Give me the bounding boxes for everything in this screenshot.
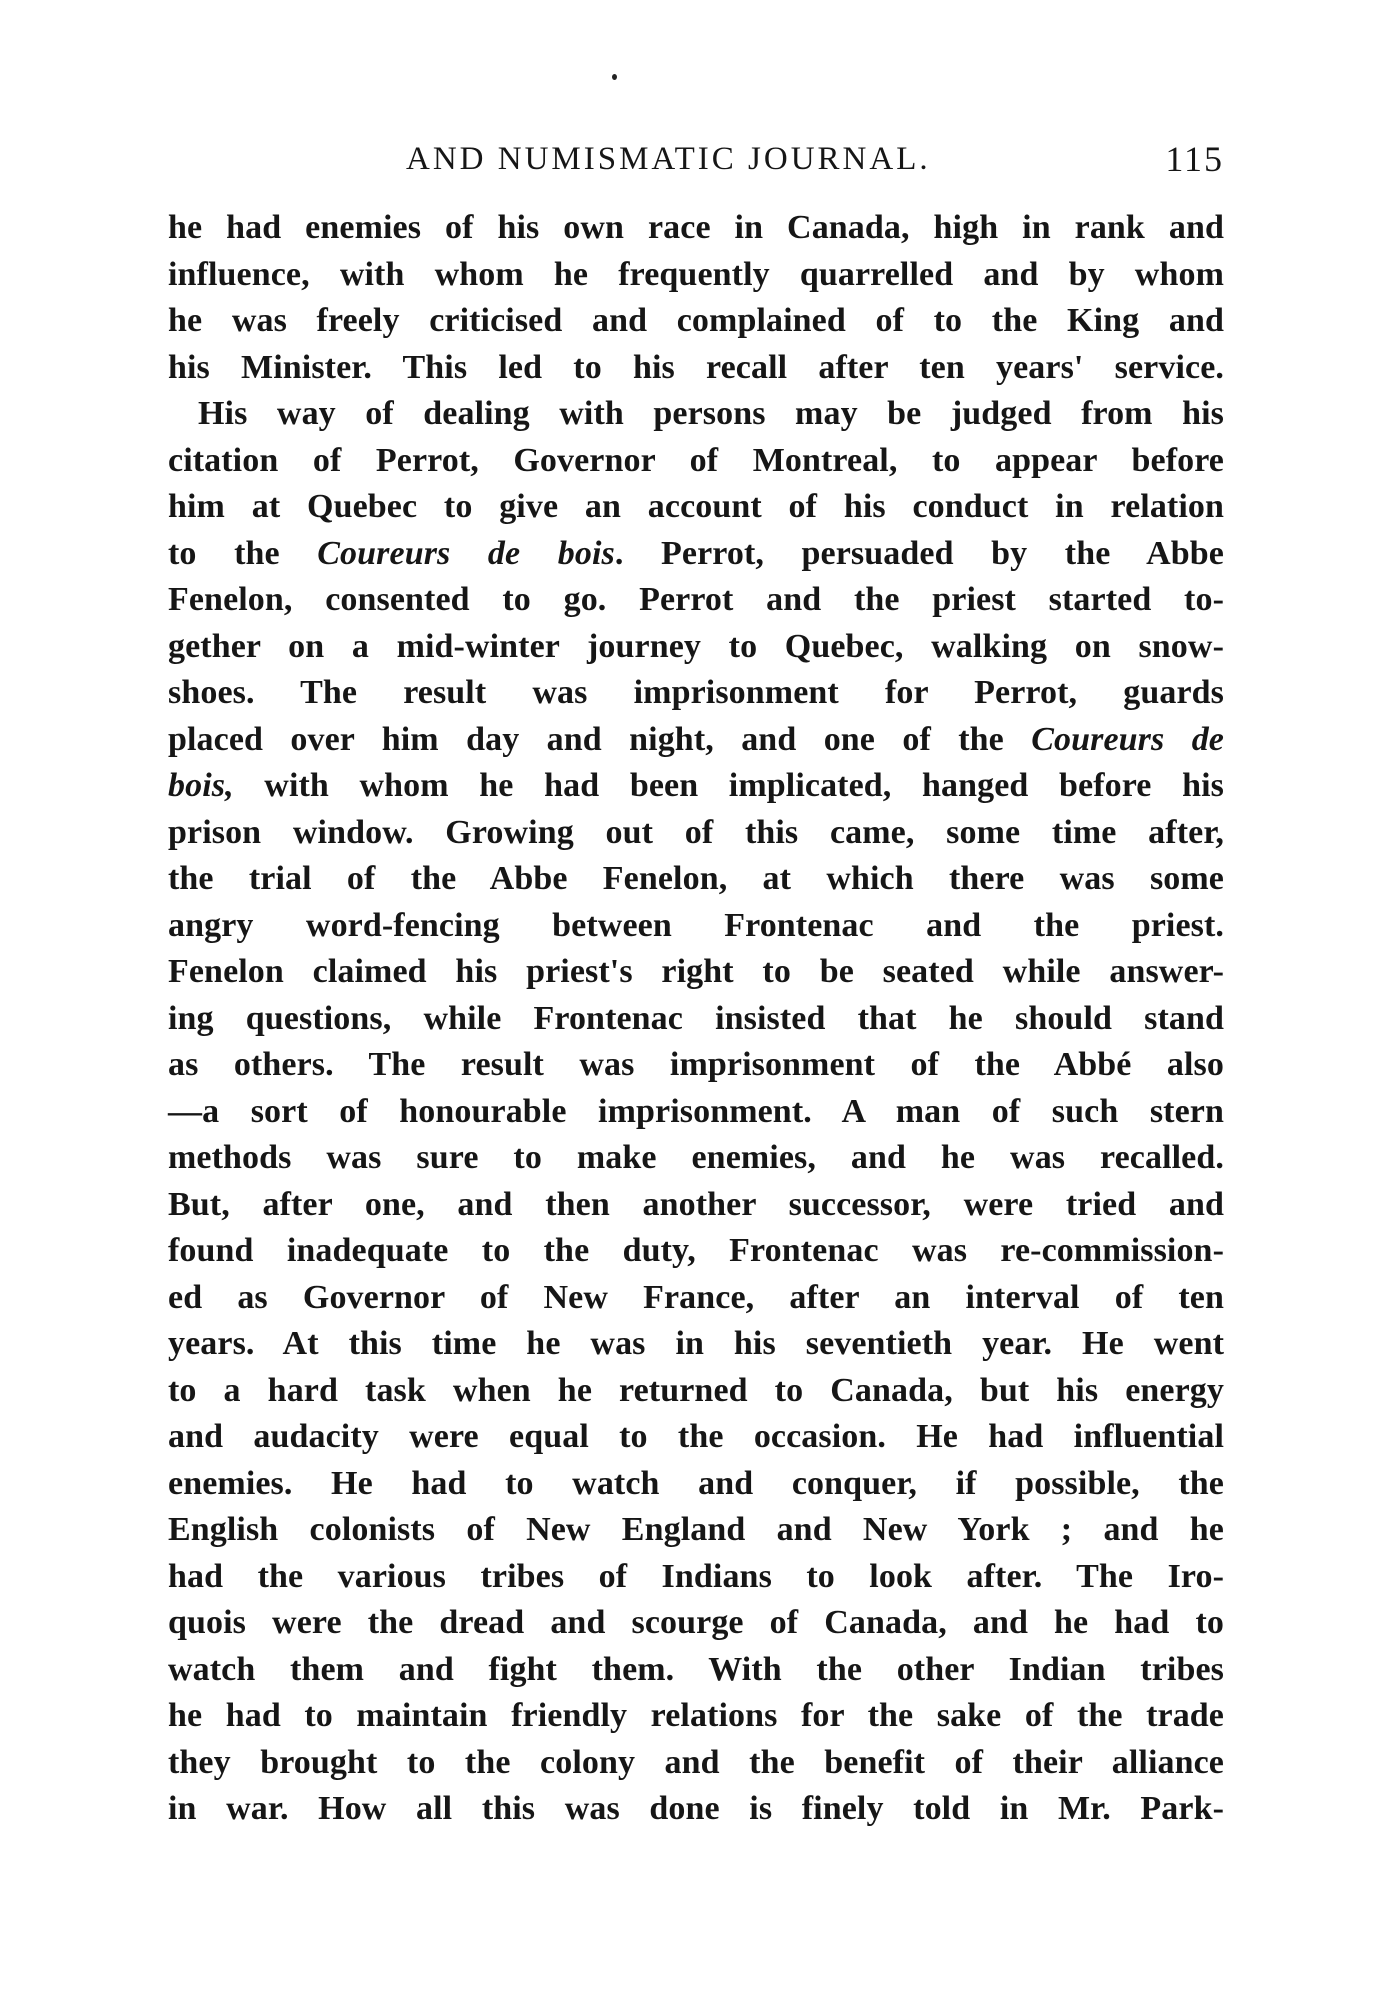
italic-phrase: bois, [168, 767, 234, 804]
text-line: they brought to the colony and the benefit of their alliance [168, 1743, 1224, 1781]
text-line: His way of dealing with persons may be judged from his [198, 395, 1224, 432]
text-line: found inadequate to the duty, Frontenac was re-commission- [168, 1232, 1224, 1269]
text-line: watch them and fight them. With the other Indian tribes [168, 1650, 1224, 1688]
text-line: bois, with whom he had been implicated, hanged before his [168, 767, 1224, 804]
running-header [168, 134, 1224, 184]
running-title: AND NUMISMATIC JOURNAL. [406, 141, 931, 177]
text-line: him at Quebec to give an account of his conduct in relation [168, 488, 1224, 525]
text-line: Fenelon claimed his priest's right to be seated while answer- [168, 953, 1224, 990]
text-line: —a sort of honourable imprisonment. A man of such stern [168, 1092, 1224, 1130]
text-line: had the various tribes of Indians to look after. The Iro- [168, 1557, 1224, 1595]
text-line: to a hard task when he returned to Canada, but his energy [168, 1371, 1224, 1409]
text-line: as others. The result was imprisonment of the Abbé also [168, 1046, 1224, 1083]
page-number: 115 [1165, 139, 1224, 179]
text-line: enemies. He had to watch and conquer, if possible, the [168, 1464, 1224, 1502]
text-line: ing questions, while Frontenac insisted that he should stand [168, 999, 1224, 1037]
text-line: gether on a mid-winter journey to Quebec, walking on snow- [168, 627, 1224, 665]
italic-phrase: Coureurs de bois [317, 534, 615, 572]
text-line: placed over him day and night, and one of the Coureurs de [168, 720, 1224, 758]
print-speck [612, 74, 617, 80]
text-line: influence, with whom he frequently quarrelled and by whom [168, 255, 1224, 293]
text-line: the trial of the Abbe Fenelon, at which there was some [168, 860, 1224, 897]
body-text [168, 205, 1224, 1833]
text-line: in war. How all this was done is finely told in Mr. Park- [168, 1790, 1224, 1827]
text-line: shoes. The result was imprisonment for Perrot, guards [168, 674, 1224, 711]
text-line: ed as Governor of New France, after an interval of ten [168, 1278, 1224, 1316]
text-line: he had enemies of his own race in Canada, high in rank and [168, 209, 1224, 246]
italic-phrase: Coureurs de [1031, 720, 1224, 758]
text-line: prison window. Growing out of this came, some time after, [168, 813, 1224, 851]
text-line: methods was sure to make enemies, and he was recalled. [168, 1139, 1224, 1176]
text-line: But, after one, and then another successor, were tried and [168, 1185, 1224, 1223]
text-line: years. At this time he was in his seventieth year. He went [168, 1325, 1224, 1362]
text-line: he was freely criticised and complained of to the King and [168, 302, 1224, 339]
text-line: citation of Perrot, Governor of Montreal, to appear before [168, 441, 1224, 479]
text-line: he had to maintain friendly relations for the sake of the trade [168, 1697, 1224, 1734]
text-line: his Minister. This led to his recall after ten years' service. [168, 348, 1224, 386]
text-line: English colonists of New England and New York ; and he [168, 1511, 1224, 1548]
text-line: and audacity were equal to the occasion. He had influential [168, 1418, 1224, 1455]
text-line: angry word-fencing between Frontenac and the priest. [168, 906, 1224, 944]
text-line: quois were the dread and scourge of Canada, and he had to [168, 1604, 1224, 1641]
text-line: to the Coureurs de bois. Perrot, persuaded by the Abbe [168, 534, 1224, 572]
text-line: Fenelon, consented to go. Perrot and the priest started to- [168, 581, 1224, 618]
